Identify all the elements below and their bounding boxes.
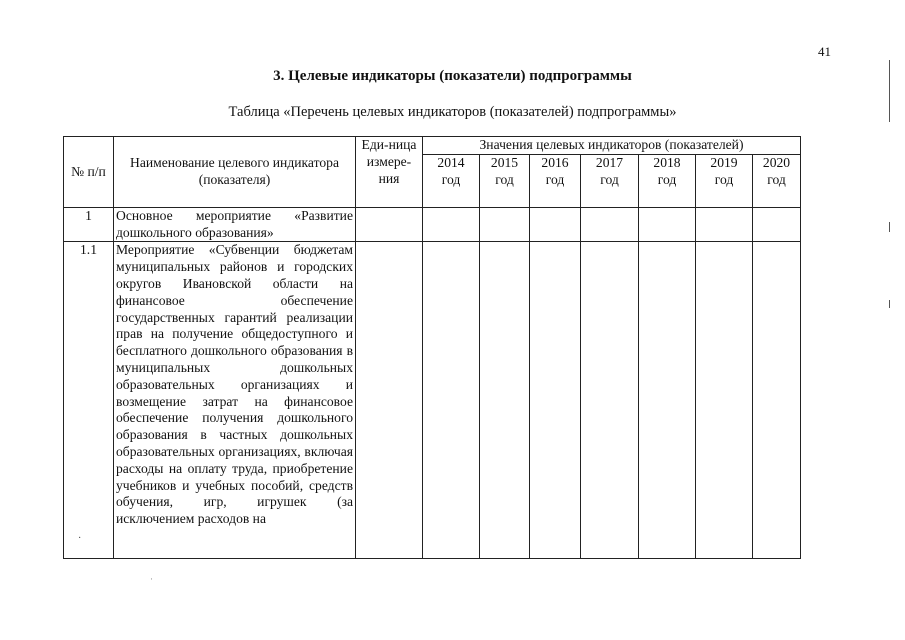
header-year-2017: 2017 год [581,154,639,207]
row-value [753,207,801,242]
row-name: Мероприятие «Субвенции бюджетам муниципальных районов и городских округов Ивановской области на финансовое обеспечение государственных гарантий реализации прав на получение общедоступного и бесплатного дошкольного образования в муниципальных дошкольных образовательных организациях и возмещение затрат на финансовое обеспечение получения дошкольного образования в частных дошкольных образовательных организациях, включая расходы на оплату труда, приобретение учебников и учебных пособий, средств обучения, игр, игрушек (за исключением расходов на [114,242,356,559]
row-value [480,207,530,242]
scan-artifact: · [150,574,153,584]
header-year-2020: 2020 год [753,154,801,207]
header-num: № п/п [64,137,114,208]
row-value [639,207,696,242]
section-title: 3. Целевые индикаторы (показатели) подпрограммы [273,68,632,84]
row-value [530,207,581,242]
page-number: 41 [818,44,831,59]
row-value [753,242,801,559]
table-row [64,242,801,559]
row-value [423,242,480,559]
indicators-table [63,136,801,559]
header-unit-text: Еди-ница измере-ния [361,137,417,186]
header-year-2018: 2018 год [639,154,696,207]
header-name: Наименование целевого индикатора (показателя) [114,137,356,208]
header-year-2015: 2015 год [480,154,530,207]
row-name: Основное мероприятие «Развитие дошкольного образования» [114,207,356,242]
scan-edge-mark [889,300,890,308]
row-num: 1 [64,207,114,242]
row-unit [356,242,423,559]
scan-artifact: · [78,533,82,544]
header-year-2016: 2016 год [530,154,581,207]
header-year-2019: 2019 год [696,154,753,207]
row-value [530,242,581,559]
header-year-2014: 2014 год [423,154,480,207]
row-value [480,242,530,559]
header-row [64,137,801,155]
row-value [696,207,753,242]
table-caption: Таблица «Перечень целевых индикаторов (показателей) подпрограммы» [228,104,677,120]
row-value [639,242,696,559]
table-row [64,207,801,242]
row-value [581,207,639,242]
row-value [581,242,639,559]
row-num: 1.1 [64,242,114,559]
row-unit [356,207,423,242]
scan-edge-mark [889,222,890,232]
row-value [696,242,753,559]
row-value [423,207,480,242]
header-unit [356,137,423,208]
header-values-group: Значения целевых индикаторов (показателей) [423,137,801,155]
